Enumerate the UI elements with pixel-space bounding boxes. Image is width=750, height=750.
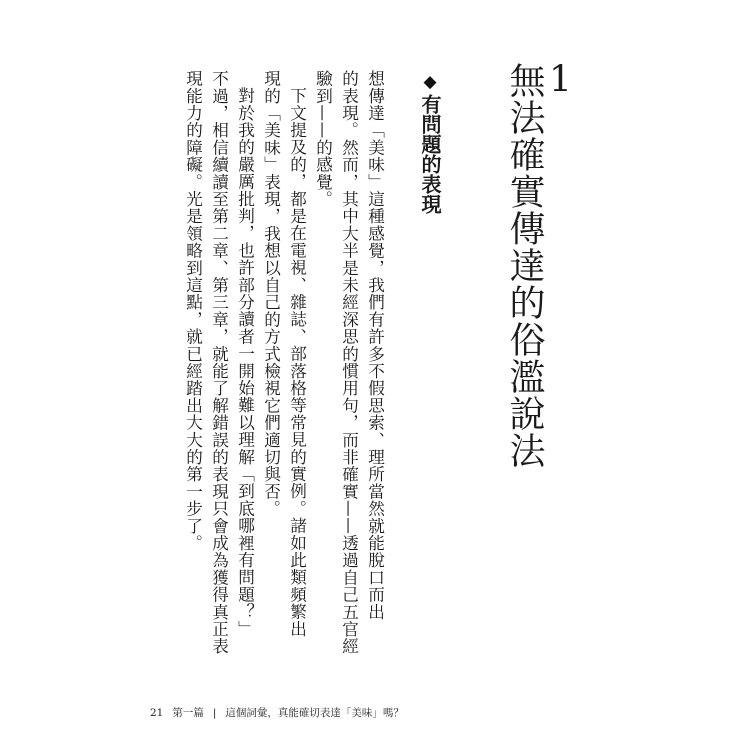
body-line: 現的「美味」表現，我想以自己的方式檢視它們適切與否。 bbox=[261, 70, 281, 518]
body-line: 驗到——的感覺。 bbox=[313, 70, 333, 208]
diamond-bullet-icon: ◆ bbox=[420, 72, 440, 92]
page-footer bbox=[150, 705, 413, 720]
section-title: 有問題的表現 bbox=[418, 94, 442, 214]
page-number: 21 bbox=[150, 707, 164, 719]
chapter-title: 無法確實傳達的俗濫說法 bbox=[504, 62, 545, 469]
body-line: 不過，相信續讀至第二章、第三章，就能了解錯誤的表現只會成為獲得真正表 bbox=[209, 70, 229, 655]
section-heading bbox=[420, 72, 440, 214]
part-label: 第一篇 bbox=[172, 707, 204, 719]
body-line: 對於我的嚴厲批判，也許部分讀者一開始難以理解「到底哪裡有問題？」 bbox=[235, 87, 255, 638]
footer-separator: | bbox=[212, 707, 217, 719]
chapter-number: 1 bbox=[549, 62, 572, 98]
body-line: 下文提及的，都是在電視、雜誌、部落格等常見的實例。諸如此類頻繁出 bbox=[287, 87, 307, 638]
body-line: 想傳達「美味」這種感覺，我們有許多不假思索、理所當然就能脫口而出 bbox=[365, 70, 385, 621]
running-title: 這個詞彙，真能確切表達「美味」嗎？ bbox=[225, 707, 404, 719]
body-line: 現能力的障礙。光是領略到這點，就已經踏出大大的第一步了。 bbox=[183, 70, 203, 552]
chapter-heading bbox=[506, 62, 578, 469]
body-line: 的表現。然而，其中大半是未經深思的慣用句，而非確實——透過自己五官經 bbox=[339, 70, 359, 655]
